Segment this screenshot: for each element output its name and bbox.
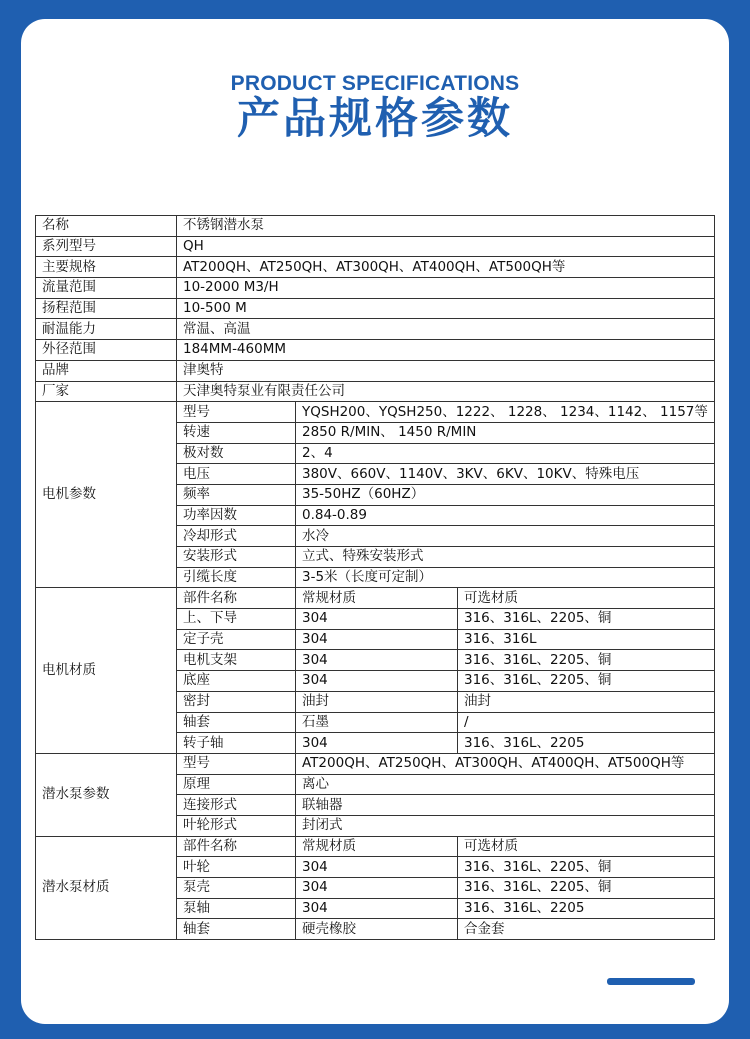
optional-material: 316、316L、2205、铜 xyxy=(458,671,715,692)
row-label: 叶轮 xyxy=(177,857,296,878)
standard-material: 常规材质 xyxy=(296,588,458,609)
table-row xyxy=(36,836,715,857)
row-label: 功率因数 xyxy=(177,505,296,526)
decorative-bar xyxy=(607,978,695,985)
table-row xyxy=(36,298,715,319)
row-label: 耐温能力 xyxy=(36,319,177,340)
optional-material: 316、316L、2205 xyxy=(458,733,715,754)
row-label: 连接形式 xyxy=(177,795,296,816)
optional-material: 油封 xyxy=(458,691,715,712)
optional-material: 可选材质 xyxy=(458,836,715,857)
row-label: 上、下导 xyxy=(177,609,296,630)
row-label: 部件名称 xyxy=(177,836,296,857)
optional-material: 316、316L、2205 xyxy=(458,898,715,919)
row-label: 极对数 xyxy=(177,443,296,464)
row-value: AT200QH、AT250QH、AT300QH、AT400QH、AT500QH等 xyxy=(296,753,715,774)
standard-material: 304 xyxy=(296,878,458,899)
group-label-pump-material: 潜水泵材质 xyxy=(36,836,177,939)
row-value: 不锈钢潜水泵 xyxy=(177,216,715,237)
row-label: 电机支架 xyxy=(177,650,296,671)
row-label: 流量范围 xyxy=(36,278,177,299)
row-label: 主要规格 xyxy=(36,257,177,278)
row-value: 2、4 xyxy=(296,443,715,464)
table-row xyxy=(36,360,715,381)
group-label-motor-params: 电机参数 xyxy=(36,402,177,588)
row-value: 2850 R/MIN、 1450 R/MIN xyxy=(296,422,715,443)
row-value: 天津奥特泵业有限责任公司 xyxy=(177,381,715,402)
standard-material: 304 xyxy=(296,898,458,919)
row-label: 泵轴 xyxy=(177,898,296,919)
row-value: 水冷 xyxy=(296,526,715,547)
standard-material: 304 xyxy=(296,609,458,630)
table-row xyxy=(36,257,715,278)
row-label: 厂家 xyxy=(36,381,177,402)
standard-material: 常规材质 xyxy=(296,836,458,857)
standard-material: 304 xyxy=(296,629,458,650)
row-label: 转子轴 xyxy=(177,733,296,754)
row-label: 频率 xyxy=(177,484,296,505)
row-label: 叶轮形式 xyxy=(177,815,296,836)
row-label: 品牌 xyxy=(36,360,177,381)
standard-material: 石墨 xyxy=(296,712,458,733)
row-value: 3-5米（长度可定制） xyxy=(296,567,715,588)
row-label: 名称 xyxy=(36,216,177,237)
group-label-motor-material: 电机材质 xyxy=(36,588,177,754)
row-label: 部件名称 xyxy=(177,588,296,609)
row-value: 封闭式 xyxy=(296,815,715,836)
standard-material: 304 xyxy=(296,733,458,754)
row-label: 轴套 xyxy=(177,712,296,733)
optional-material: 316、316L xyxy=(458,629,715,650)
row-value: 10-500 M xyxy=(177,298,715,319)
row-value: 联轴器 xyxy=(296,795,715,816)
row-value: 184MM-460MM xyxy=(177,340,715,361)
optional-material: 316、316L、2205、铜 xyxy=(458,650,715,671)
row-value: 10-2000 M3/H xyxy=(177,278,715,299)
table-row xyxy=(36,340,715,361)
optional-material: 316、316L、2205、铜 xyxy=(458,857,715,878)
row-value: 常温、高温 xyxy=(177,319,715,340)
optional-material: 合金套 xyxy=(458,919,715,940)
optional-material: / xyxy=(458,712,715,733)
row-label: 安装形式 xyxy=(177,547,296,568)
row-label: 电压 xyxy=(177,464,296,485)
row-label: 冷却形式 xyxy=(177,526,296,547)
standard-material: 304 xyxy=(296,650,458,671)
row-label: 型号 xyxy=(177,402,296,423)
row-value: 0.84-0.89 xyxy=(296,505,715,526)
row-label: 轴套 xyxy=(177,919,296,940)
row-label: 定子壳 xyxy=(177,629,296,650)
title-english: PRODUCT SPECIFICATIONS xyxy=(230,72,520,95)
row-value: 离心 xyxy=(296,774,715,795)
standard-material: 304 xyxy=(296,857,458,878)
row-label: 泵壳 xyxy=(177,878,296,899)
row-label: 原理 xyxy=(177,774,296,795)
table-row xyxy=(36,236,715,257)
row-label: 系列型号 xyxy=(36,236,177,257)
table-row xyxy=(36,216,715,237)
table-row xyxy=(36,753,715,774)
row-value: YQSH200、YQSH250、1222、 1228、 1234、1142、 1157等 xyxy=(296,402,715,423)
optional-material: 316、316L、2205、铜 xyxy=(458,609,715,630)
row-value: 立式、特殊安装形式 xyxy=(296,547,715,568)
optional-material: 可选材质 xyxy=(458,588,715,609)
row-value: QH xyxy=(177,236,715,257)
row-label: 底座 xyxy=(177,671,296,692)
row-label: 型号 xyxy=(177,753,296,774)
table-row xyxy=(36,402,715,423)
table-row xyxy=(36,278,715,299)
row-label: 密封 xyxy=(177,691,296,712)
row-value: 津奥特 xyxy=(177,360,715,381)
row-label: 转速 xyxy=(177,422,296,443)
standard-material: 油封 xyxy=(296,691,458,712)
standard-material: 304 xyxy=(296,671,458,692)
title-chinese: 产品规格参数 xyxy=(237,94,513,144)
row-label: 外径范围 xyxy=(36,340,177,361)
standard-material: 硬壳橡胶 xyxy=(296,919,458,940)
row-value: AT200QH、AT250QH、AT300QH、AT400QH、AT500QH等 xyxy=(177,257,715,278)
row-value: 35-50HZ（60HZ） xyxy=(296,484,715,505)
row-label: 扬程范围 xyxy=(36,298,177,319)
row-label: 引缆长度 xyxy=(177,567,296,588)
group-label-pump-params: 潜水泵参数 xyxy=(36,753,177,836)
table-row xyxy=(36,319,715,340)
table-row xyxy=(36,588,715,609)
row-value: 380V、660V、1140V、3KV、6KV、10KV、特殊电压 xyxy=(296,464,715,485)
spec-table xyxy=(35,215,715,940)
table-row xyxy=(36,381,715,402)
optional-material: 316、316L、2205、铜 xyxy=(458,878,715,899)
